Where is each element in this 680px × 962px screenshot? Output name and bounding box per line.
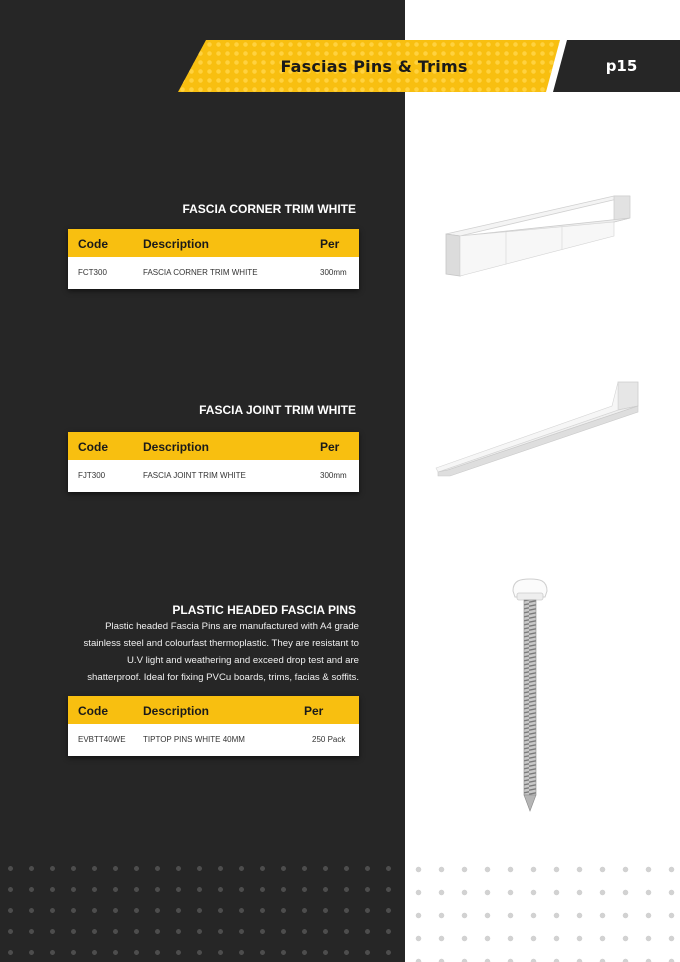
cell-per: 300mm xyxy=(320,471,347,480)
table-header xyxy=(68,229,359,257)
fascia-corner-trim-image xyxy=(440,192,635,282)
header-per: Per xyxy=(320,237,340,251)
fascia-pin-image xyxy=(505,575,555,813)
fascia-joint-trim-image xyxy=(432,380,642,480)
section-title-corner-trim: FASCIA CORNER TRIM WHITE xyxy=(182,202,356,216)
product-table-fascia-pins xyxy=(68,696,359,756)
header-code: Code xyxy=(78,704,108,718)
table-row xyxy=(68,257,359,289)
header-description: Description xyxy=(143,704,210,718)
table-row xyxy=(68,724,359,756)
table-header xyxy=(68,432,359,460)
dot-pattern-light xyxy=(405,858,680,962)
dot-pattern-dark xyxy=(0,858,405,962)
table-row xyxy=(68,460,359,492)
cell-description: FASCIA JOINT TRIM WHITE xyxy=(143,471,246,480)
header-code: Code xyxy=(78,440,108,454)
header-code: Code xyxy=(78,237,108,251)
cell-per: 300mm xyxy=(320,268,347,277)
cell-code: FJT300 xyxy=(78,471,106,480)
header-per: Per xyxy=(320,440,340,454)
page-title: Fascias Pins & Trims xyxy=(280,56,468,76)
product-table-corner-trim xyxy=(68,229,359,289)
cell-code: FCT300 xyxy=(78,268,107,277)
cell-per: 250 Pack xyxy=(312,735,346,744)
section-title-joint-trim: FASCIA JOINT TRIM WHITE xyxy=(199,403,356,417)
cell-code: EVBTT40WE xyxy=(78,735,126,744)
cell-description: FASCIA CORNER TRIM WHITE xyxy=(143,268,258,277)
header-description: Description xyxy=(143,237,210,251)
section-description-fascia-pins: Plastic headed Fascia Pins are manufactured with A4 grade stainless steel and colourfast thermoplastic. They are resistant to U.V light and weathering and exceed drop test and are shatterproof. Ideal for fixing PVCu boards, trims, facias & soffits. xyxy=(83,621,359,683)
page-number: p15 xyxy=(605,57,638,75)
table-header xyxy=(68,696,359,724)
cell-description: TIPTOP PINS WHITE 40MM xyxy=(143,735,245,744)
product-table-joint-trim xyxy=(68,432,359,492)
header-per: Per xyxy=(304,704,324,718)
header-description: Description xyxy=(143,440,210,454)
section-title-fascia-pins: PLASTIC HEADED FASCIA PINS xyxy=(172,603,356,617)
